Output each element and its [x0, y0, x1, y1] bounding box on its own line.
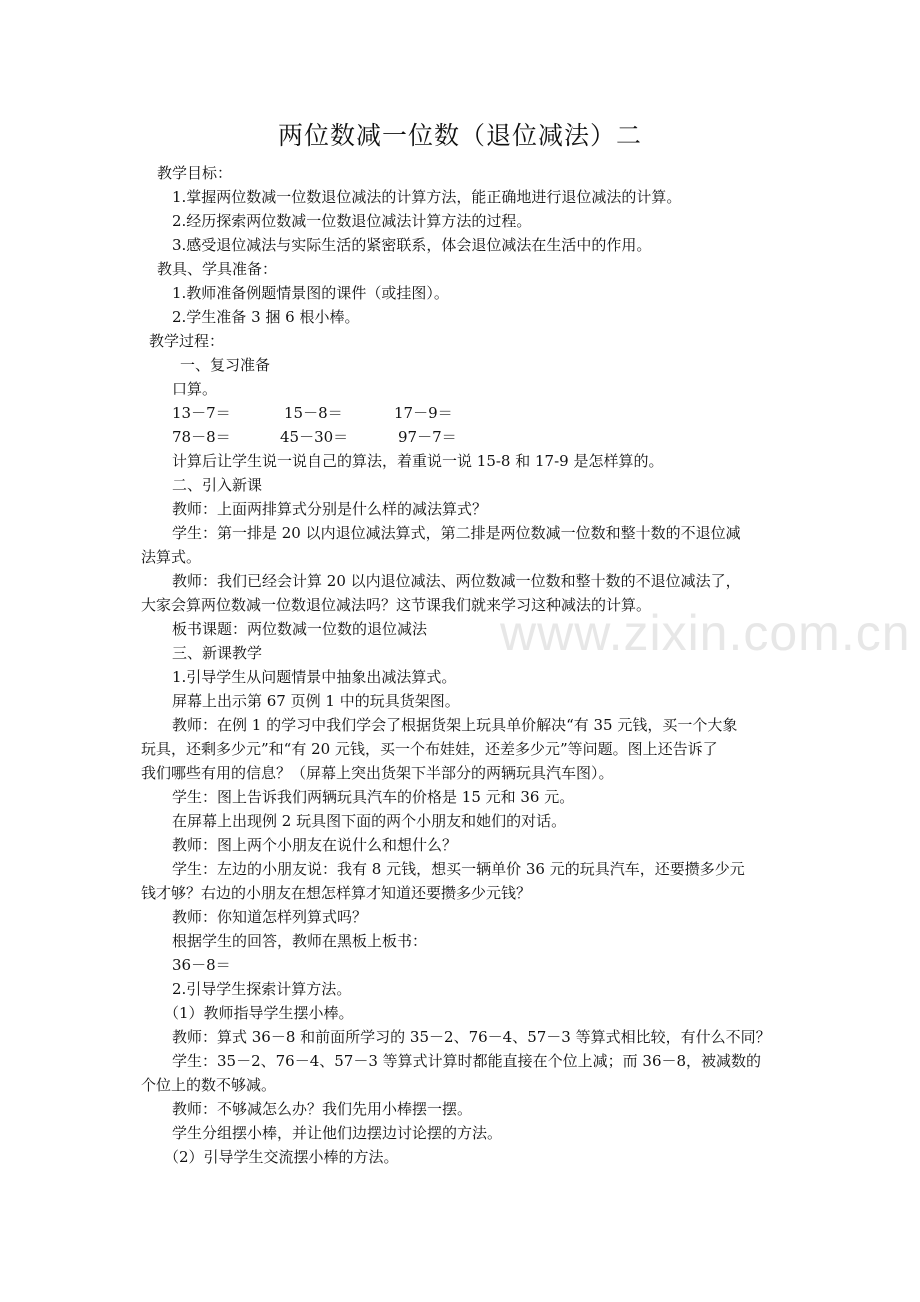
- equation: 78－8＝: [172, 428, 231, 446]
- text-line: 教师：我们已经会计算 20 以内退位减法、两位数减一位数和整十数的不退位减法了，: [172, 572, 741, 590]
- text-line: 教师：算式 36－8 和前面所学习的 35－2、76－4、57－3 等算式相比较，有什么不同？: [172, 1028, 771, 1046]
- equation: 45－30＝: [280, 428, 349, 446]
- text-line: 教师：上面两排算式分别是什么样的减法算式？: [172, 500, 488, 518]
- equation: 15－8＝: [284, 404, 343, 422]
- equation: 97－7＝: [398, 428, 457, 446]
- text-line: 学生：图上告诉我们两辆玩具汽车的价格是 15 元和 36 元。: [172, 788, 575, 806]
- equation: 13－7＝: [172, 404, 231, 422]
- text-line: 我们哪些有用的信息？（屏幕上突出货架下半部分的两辆玩具汽车图）。: [141, 764, 614, 782]
- text-line: 教师：在例 1 的学习中我们学会了根据货架上玩具单价解决“有 35 元钱，买一个大象: [172, 716, 738, 734]
- text-line: 教师：图上两个小朋友在说什么和想什么？: [172, 836, 458, 854]
- text-line: 法算式。: [141, 548, 202, 566]
- text-line: 钱才够？右边的小朋友在想怎样算才知道还要攒多少元钱？: [141, 884, 532, 902]
- text-line: 1.掌握两位数减一位数退位减法的计算方法，能正确地进行退位减法的计算。: [172, 188, 682, 206]
- section-heading: 教学过程：: [149, 332, 225, 350]
- text-line: 2.引导学生探索计算方法。: [172, 980, 352, 998]
- text-line: 2.经历探索两位数减一位数退位减法计算方法的过程。: [172, 212, 532, 230]
- text-line: 3.感受退位减法与实际生活的紧密联系，体会退位减法在生活中的作用。: [172, 236, 652, 254]
- equation: 36－8＝: [172, 956, 231, 974]
- section-heading: 教学目标：: [157, 164, 233, 182]
- equation: 17－9＝: [394, 404, 453, 422]
- text-line: 学生分组摆小棒，并让他们边摆边讨论摆的方法。: [172, 1124, 503, 1142]
- text-line: 计算后让学生说一说自己的算法，着重说一说 15-8 和 17-9 是怎样算的。: [172, 452, 664, 470]
- text-line: 学生：左边的小朋友说：我有 8 元钱，想买一辆单价 36 元的玩具汽车，还要攒多少元: [172, 860, 745, 878]
- text-line: 在屏幕上出现例 2 玩具图下面的两个小朋友和她们的对话。: [172, 812, 567, 830]
- text-line: 教师：不够减怎么办？我们先用小棒摆一摆。: [172, 1100, 473, 1118]
- text-line: 学生：第一排是 20 以内退位减法算式，第二排是两位数减一位数和整十数的不退位减: [172, 524, 741, 542]
- text-line: 屏幕上出示第 67 页例 1 中的玩具货架图。: [172, 692, 460, 710]
- subsection-heading: 一、复习准备: [180, 356, 271, 374]
- text-line: 教师：你知道怎样列算式吗？: [172, 908, 368, 926]
- document-title: 两位数减一位数（退位减法）二: [277, 121, 642, 150]
- text-line: 玩具，还剩多少元”和“有 20 元钱，买一个布娃娃，还差多少元”等问题。图上还告诉了: [141, 740, 718, 758]
- watermark: www.zixin.com.cn: [500, 605, 911, 661]
- text-line: （1）教师指导学生摆小棒。: [164, 1004, 354, 1022]
- subsection-heading: 三、新课教学: [172, 644, 263, 662]
- text-line: 1.教师准备例题情景图的课件（或挂图）。: [172, 284, 449, 302]
- subsection-heading: 二、引入新课: [172, 476, 263, 494]
- text-line: 1.引导学生从问题情景中抽象出减法算式。: [172, 668, 457, 686]
- text-line: （2）引导学生交流摆小棒的方法。: [164, 1148, 399, 1166]
- section-heading: 教具、学具准备：: [157, 260, 278, 278]
- text-line: 个位上的数不够减。: [141, 1076, 277, 1094]
- text-line: 2.学生准备 3 捆 6 根小棒。: [172, 308, 360, 326]
- text-line: 板书课题：两位数减一位数的退位减法: [172, 620, 428, 638]
- text-line: 学生：35－2、76－4、57－3 等算式计算时都能直接在个位上减；而 36－8，被减数的: [172, 1052, 762, 1070]
- text-line: 大家会算两位数减一位数退位减法吗？这节课我们就来学习这种减法的计算。: [141, 596, 652, 614]
- text-line: 口算。: [172, 380, 218, 398]
- text-line: 根据学生的回答，教师在黑板上板书：: [172, 932, 428, 950]
